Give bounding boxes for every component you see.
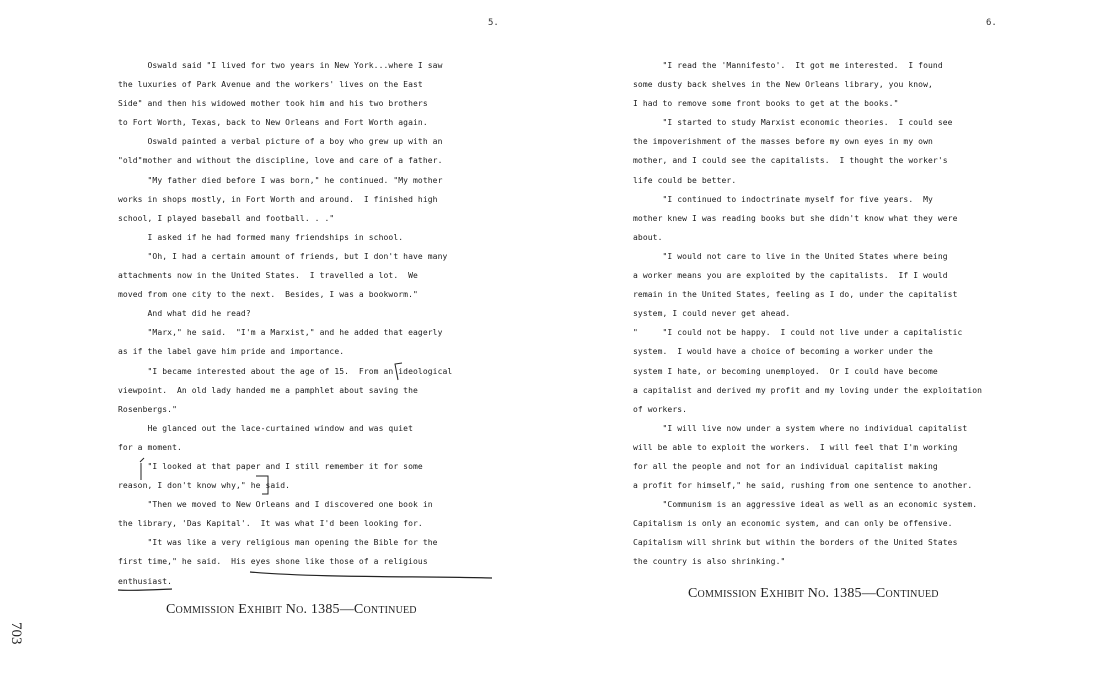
text-line: some dusty back shelves in the New Orleans library, you know, [633,80,933,90]
text-line: attachments now in the United States. I travelled a lot. We [118,271,418,281]
text-line: Rosenbergs." [118,404,177,414]
text-line: remain in the United States, feeling as I do, under the capitalist [633,290,958,300]
text-line: to Fort Worth, Texas, back to New Orleans and Fort Worth again. [118,118,428,128]
text-line: "I started to study Marxist economic theories. I could see [633,118,953,128]
text-line: life could be better. [633,175,737,185]
text-line: "It was like a very religious man opening the Bible for the [118,538,438,548]
text-line: as if the label gave him pride and importance. [118,347,345,357]
text-line: Capitalism is only an economic system, and can only be offensive. [633,519,953,529]
right-page-caption: Commission Exhibit No. 1385—Continued [688,586,939,601]
text-line: a profit for himself," he said, rushing from one sentence to another. [633,481,973,491]
right-page-number: 6. [986,18,997,28]
text-line: "Oh, I had a certain amount of friends, but I don't have many [118,251,448,261]
text-line: reason, I don't know why," he said. [118,481,291,491]
text-line: enthusiast. [118,576,173,586]
text-line: " "I could not be happy. I could not live under a capitalistic [633,328,963,338]
text-line: a worker means you are exploited by the capitalists. If I would [633,271,948,281]
text-line: first time," he said. His eyes shone like those of a religious [118,557,428,567]
text-line: the luxuries of Park Avenue and the workers' lives on the East [118,80,423,90]
right-page-text [633,56,1053,572]
text-line: "I continued to indoctrinate myself for five years. My [633,194,933,204]
text-line: about. [633,232,663,242]
text-line: for a moment. [118,442,182,452]
text-line: the impoverishment of the masses before my own eyes in my own [633,137,933,147]
text-line: Side" and then his widowed mother took him and his two brothers [118,99,428,109]
text-line: "I looked at that paper and I still remember it for some [118,461,423,471]
text-line: a capitalist and derived my profit and my loving under the exploitation [633,385,983,395]
text-line: works in shops mostly, in Fort Worth and around. I finished high [118,194,438,204]
text-line: Oswald said "I lived for two years in New York...where I saw [118,61,443,70]
text-line: of workers. [633,404,688,414]
text-line: moved from one city to the next. Besides, I was a bookworm." [118,290,418,300]
left-page-number: 5. [488,18,499,28]
text-line: Oswald painted a verbal picture of a boy who grew up with an [118,137,443,147]
text-line: for all the people and not for an individual capitalist making [633,461,938,471]
text-line: "I read the 'Mannifesto'. It got me interested. I found [633,61,943,70]
text-line: "My father died before I was born," he continued. "My mother [118,175,443,185]
text-line: viewpoint. An old lady handed me a pamphlet about saving the [118,385,418,395]
text-line: mother, and I could see the capitalists. I thought the worker's [633,156,948,166]
text-line: system I hate, or becoming unemployed. Or I could have become [633,366,938,376]
text-line: "Then we moved to New Orleans and I discovered one book in [118,500,433,510]
text-line: will be able to exploit the workers. I will feel that I'm working [633,442,958,452]
text-line: "I will live now under a system where no individual capitalist [633,423,968,433]
text-line: mother knew I was reading books but she didn't know what they were [633,213,958,223]
text-line: "old"mother and without the discipline, love and care of a father. [118,156,443,166]
text-line: the library, 'Das Kapital'. It was what I'd been looking for. [118,519,423,529]
text-line: school, I played baseball and football. . ." [118,213,335,223]
side-page-number: 703 [8,622,24,645]
text-line: Capitalism will shrink but within the borders of the United States [633,538,958,548]
text-line: "Marx," he said. "I'm a Marxist," and he added that eagerly [118,328,443,338]
text-line: He glanced out the lace-curtained window and was quiet [118,423,413,433]
text-line: "I became interested about the age of 15. From an ideological [118,366,453,376]
text-line: "I would not care to live in the United States where being [633,251,948,261]
text-line: And what did he read? [118,309,251,319]
left-page-text [118,56,518,591]
text-line: I asked if he had formed many friendships in school. [118,232,404,242]
text-line: the country is also shrinking." [633,557,786,567]
text-line: I had to remove some front books to get at the books." [633,99,899,109]
text-line: "Communism is an aggressive ideal as well as an economic system. [633,500,978,510]
text-line: system. I would have a choice of becoming a worker under the [633,347,933,357]
text-line: system, I could never get ahead. [633,309,791,319]
left-page-caption: Commission Exhibit No. 1385—Continued [166,602,417,617]
